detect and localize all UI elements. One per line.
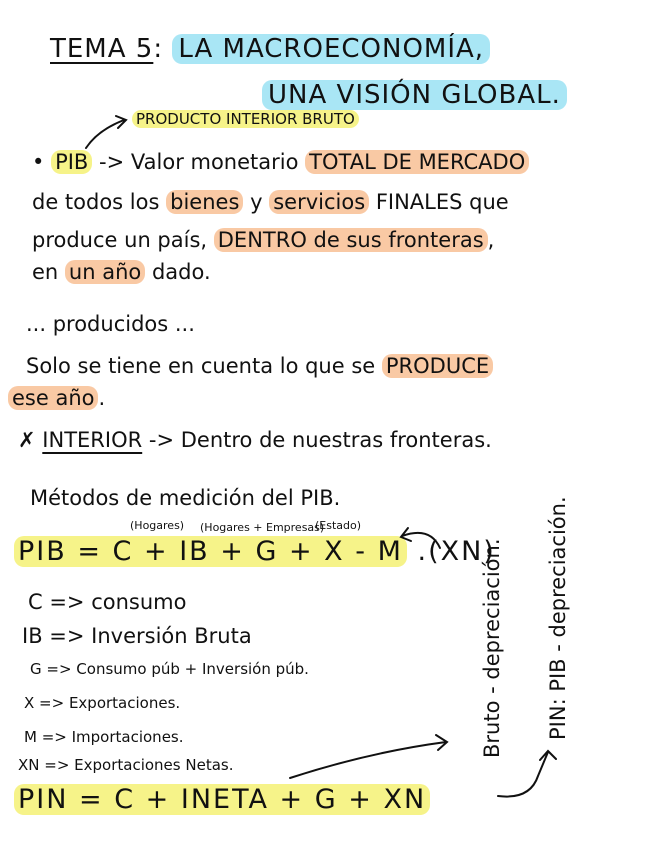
title-line-2: UNA VISIÓN GLOBAL. xyxy=(262,80,567,110)
title-line-1: LA MACROECONOMÍA, xyxy=(172,34,490,64)
annotation-estado: (Estado) xyxy=(315,519,362,532)
arrow-symbol: -> xyxy=(99,150,125,174)
pib-to-expansion-arrow xyxy=(86,116,126,148)
star-mark: ✗ xyxy=(18,428,36,452)
pib-formula-main: PIB = C + IB + G + X - M xyxy=(14,536,407,567)
definition-highlight-dentro: DENTRO de sus fronteras xyxy=(214,228,488,252)
definition-text-3a: produce un país, xyxy=(32,228,208,252)
xn-curved-arrow xyxy=(401,528,440,548)
pib-expansion-text: PRODUCTO INTERIOR BRUTO xyxy=(132,110,359,128)
definition-item-g: G => Consumo púb + Inversión púb. xyxy=(30,660,309,678)
solo-text: Solo se tiene en cuenta lo que se xyxy=(26,354,376,378)
interior-definition: -> Dentro de nuestras fronteras. xyxy=(148,428,492,452)
definition-highlight-ano: un año xyxy=(65,260,145,284)
definition-item-x: X => Exportaciones. xyxy=(24,694,181,712)
annotation-hogares-empresas: (Hogares + Empresas) xyxy=(200,521,325,534)
definition-highlight-servicios: servicios xyxy=(269,190,369,214)
definition-text-2c: FINALES que xyxy=(375,190,509,214)
definition-text-2a: de todos los xyxy=(32,190,160,214)
definition-highlight-1: TOTAL DE MERCADO xyxy=(305,150,529,174)
definition-text-1: Valor monetario xyxy=(130,150,299,174)
producidos-text: ... producidos ... xyxy=(26,312,195,336)
definition-text-2b: y xyxy=(250,190,263,214)
definition-item-m: M => Importaciones. xyxy=(24,728,184,746)
pin-depreciacion-note: PIN: PIB - depreciación. xyxy=(546,496,570,740)
definition-text-3b: , xyxy=(487,228,495,252)
pin-formula-text: PIN = C + INETA + G + XN xyxy=(14,784,430,815)
definition-text-4a: en xyxy=(32,260,59,284)
pib-formula-xn: .(XN) xyxy=(417,536,496,567)
solo-highlight-ese-ano: ese año xyxy=(8,386,98,410)
definition-text-4b: dado. xyxy=(151,260,211,284)
metodos-heading: Métodos de medición del PIB. xyxy=(30,486,341,510)
definition-item-c: C => consumo xyxy=(28,590,187,614)
title-colon: : xyxy=(153,34,164,64)
annotation-hogares: (Hogares) xyxy=(130,519,185,532)
solo-period: . xyxy=(98,386,106,410)
xn-to-bruto-arrow xyxy=(290,735,447,778)
bullet: • xyxy=(32,150,45,174)
solo-highlight-produce: PRODUCE xyxy=(382,354,493,378)
definition-item-xn: XN => Exportaciones Netas. xyxy=(18,756,234,774)
pib-label: PIB xyxy=(51,150,92,174)
definition-item-ib: IB => Inversión Bruta xyxy=(22,624,252,648)
pin-to-note-arrow xyxy=(498,751,556,797)
title-tema: TEMA 5 xyxy=(50,34,154,64)
interior-word: INTERIOR xyxy=(42,428,143,452)
bruto-depreciacion-note: Bruto - depreciación. xyxy=(480,538,504,758)
definition-highlight-bienes: bienes xyxy=(166,190,243,214)
